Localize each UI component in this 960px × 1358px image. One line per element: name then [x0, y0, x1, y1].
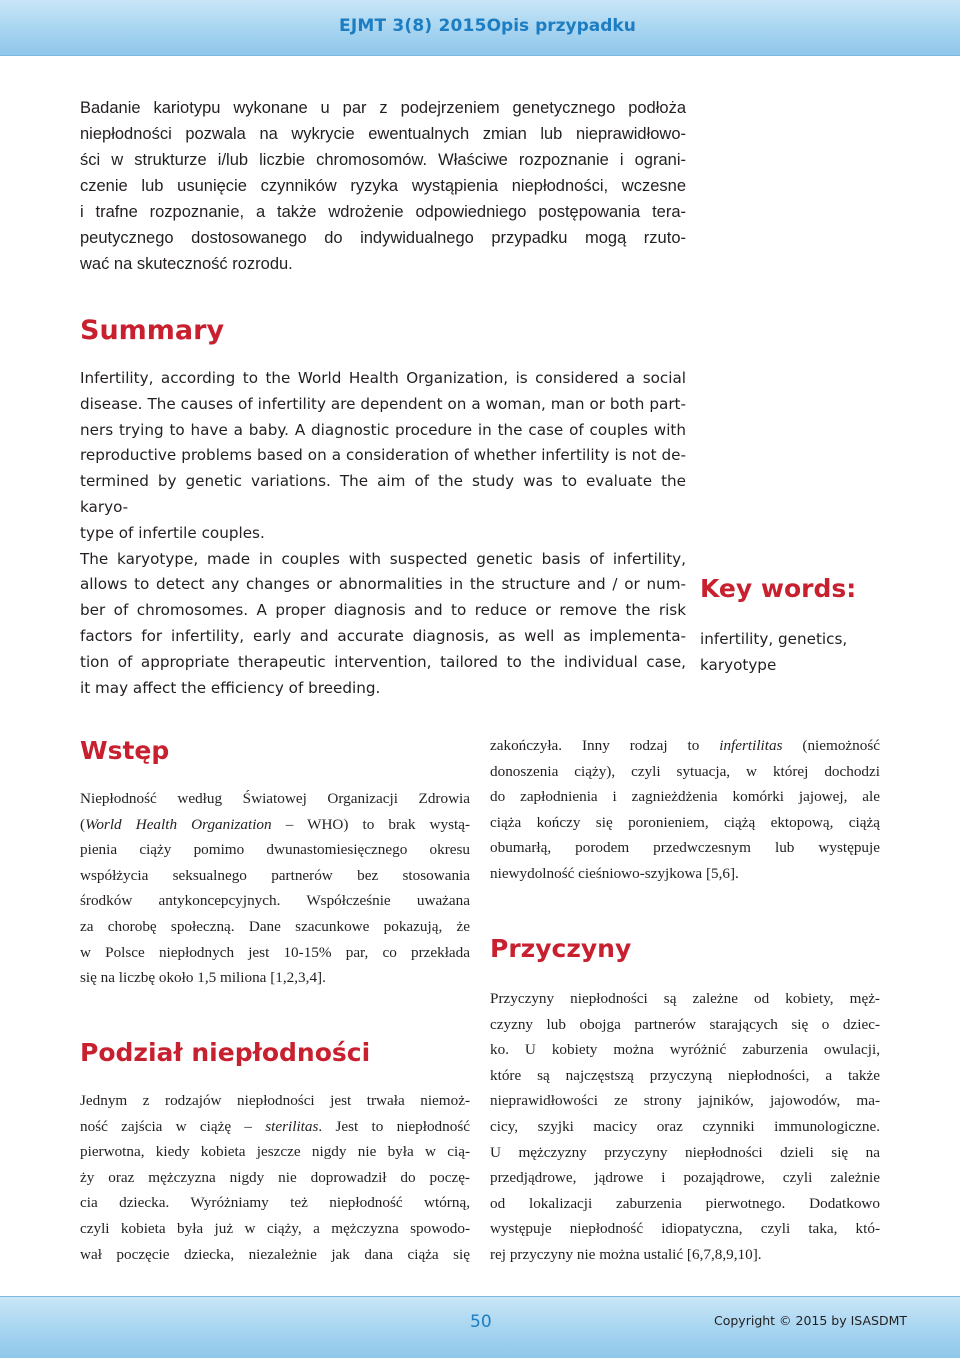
- body-line: nieprawidłowości ze strony jajników, jajowodów, ma-: [490, 1092, 880, 1110]
- right-column-continuation: [490, 733, 880, 887]
- body-line: niewydolność cieśniowo-szyjkowa [5,6].: [490, 864, 739, 882]
- body-line: zakończyła. Inny rodzaj to infertilitas (niemożność: [490, 737, 880, 754]
- body-line: cicy, szyjki macicy oraz czynniki immunologiczne.: [490, 1117, 880, 1135]
- body-line: przedjądrowe, jądrowe i pozajądrowe, czyli zależnie: [490, 1169, 880, 1187]
- body-line: donoszenia ciąży), czyli sytuacja, w której dochodzi: [490, 762, 880, 780]
- body-line: Niepłodność według Światowej Organizacji Zdrowia: [80, 790, 470, 807]
- body-line: od lokalizacji zaburzenia pierwotnego. Dodatkowo: [490, 1194, 880, 1212]
- journal-name: EJMT 3(8) 2015: [339, 16, 487, 36]
- przyczyny-body: [490, 986, 880, 1268]
- page-header: [0, 0, 960, 56]
- summary-line: reproductive problems based on a consideration of whether infertility is not de-: [80, 446, 686, 465]
- body-line: pierwotna, kiedy kobieta jeszcze nigdy nie była w cią-: [80, 1143, 470, 1161]
- podzial-body: [80, 1088, 470, 1267]
- body-line: się na liczbę około 1,5 miliona [1,2,3,4].: [80, 969, 326, 987]
- summary-line: it may affect the efficiency of breeding.: [80, 678, 381, 697]
- body-line: czyzny lub obojga partnerów starających się o dziec-: [490, 1015, 880, 1033]
- keywords-line: infertility, genetics,: [700, 630, 848, 648]
- body-line: współżycia seksualnego partnerów bez stosowania: [80, 866, 470, 884]
- running-head: [339, 16, 636, 36]
- body-line: które są najczęstszą przyczyną niepłodności, a także: [490, 1066, 880, 1084]
- abstract-line: peutycznego dostosowanego do indywidualnego przypadku mogą rzuto-: [80, 229, 686, 247]
- section-name: Opis przypadku: [486, 16, 636, 36]
- body-line: Przyczyny niepłodności są zależne od kobiety, męż-: [490, 990, 880, 1007]
- summary-line: termined by genetic variations. The aim of the study was to evaluate the karyo-: [80, 472, 686, 516]
- body-line: do zapłodnienia i zagnieżdżenia komórki jajowej, ale: [490, 788, 880, 806]
- body-line: obumarłą, porodem przedwczesnym lub występuje: [490, 839, 880, 857]
- keywords-list: [700, 626, 900, 678]
- body-line: ko. U kobiety można wyróżnić zaburzenia owulacji,: [490, 1041, 880, 1059]
- abstract-line: wać na skuteczność rozrodu.: [80, 255, 293, 273]
- abstract-line: ści w strukturze i/lub liczbie chromosomów. Właściwe rozpoznanie i ograni-: [80, 151, 686, 169]
- keywords-heading: Key words:: [700, 574, 857, 603]
- body-line: środków antykoncepcyjnych. Współcześnie uważana: [80, 892, 470, 910]
- body-line: wał poczęcie dziecka, niezależnie jak dana ciąża się: [80, 1245, 470, 1263]
- section-heading-wstep: Wstęp: [80, 736, 170, 765]
- body-line: cia dziecka. Wyróżniamy też niepłodność wtórną,: [80, 1194, 470, 1212]
- body-line: Jednym z rodzajów niepłodności jest trwała niemoż-: [80, 1092, 470, 1109]
- body-line: za chorobę społeczną. Dane szacunkowe pokazują, że: [80, 917, 470, 935]
- summary-line: tion of appropriate therapeutic intervention, tailored to the individual case,: [80, 652, 686, 671]
- summary-line: Infertility, according to the World Health Organization, is considered a social: [80, 369, 686, 387]
- summary-line: The karyotype, made in couples with suspected genetic basis of infertility,: [80, 549, 686, 568]
- body-line: rej przyczyny nie można ustalić [6,7,8,9,10].: [490, 1245, 762, 1263]
- body-line: ność zajścia w ciążę – sterilitas. Jest to niepłodność: [80, 1117, 470, 1135]
- summary-line: disease. The causes of infertility are dependent on a woman, man or both part-: [80, 394, 686, 413]
- body-line: ży oraz mężczyzna nigdy nie doprowadził do poczę-: [80, 1168, 470, 1186]
- summary-line: allows to detect any changes or abnormalities in the structure and / or num-: [80, 575, 686, 594]
- abstract-line: czenie lub usunięcie czynników ryzyka wystąpienia niepłodności, wczesne: [80, 177, 686, 195]
- copyright-notice: Copyright © 2015 by ISASDMT: [714, 1313, 907, 1328]
- summary-text: [80, 366, 686, 701]
- summary-line: factors for infertility, early and accurate diagnosis, as well as implementa-: [80, 626, 686, 645]
- summary-heading: Summary: [80, 315, 225, 346]
- body-line: pienia ciąży pomimo dwunastomiesięcznego okresu: [80, 841, 470, 859]
- keywords-line: karyotype: [700, 656, 777, 674]
- abstract-polish: [80, 95, 686, 277]
- page-number: 50: [470, 1312, 492, 1332]
- summary-line: ber of chromosomes. A proper diagnosis and to reduce or remove the risk: [80, 601, 686, 620]
- abstract-line: niepłodności pozwala na wykrycie ewentualnych zmian lub nieprawidłowo-: [80, 125, 686, 143]
- summary-line: type of infertile couples.: [80, 523, 265, 542]
- section-heading-podzial: Podział niepłodności: [80, 1038, 371, 1067]
- wstep-body: [80, 786, 470, 991]
- page-footer: [0, 1296, 960, 1358]
- abstract-line: i trafne rozpoznanie, a także wdrożenie odpowiedniego postępowania tera-: [80, 203, 686, 221]
- section-heading-przyczyny: Przyczyny: [490, 934, 632, 963]
- body-line: ciąża kończy się poronieniem, ciążą ektopową, ciążą: [490, 813, 880, 831]
- body-line: U mężczyzny przyczyny niepłodności dzieli się na: [490, 1143, 880, 1161]
- body-line: czyli kobieta była już w ciąży, a mężczyzna spowodo-: [80, 1219, 470, 1237]
- body-line: w Polsce niepłodnych jest 10-15% par, co przekłada: [80, 943, 470, 961]
- abstract-line: Badanie kariotypu wykonane u par z podejrzeniem genetycznego podłoża: [80, 99, 686, 117]
- summary-line: ners trying to have a baby. A diagnostic procedure in the case of couples with: [80, 420, 686, 439]
- body-line: (World Health Organization – WHO) to brak wystą-: [80, 815, 471, 833]
- body-line: występuje niepłodność idiopatyczna, czyli taka, któ-: [490, 1220, 880, 1238]
